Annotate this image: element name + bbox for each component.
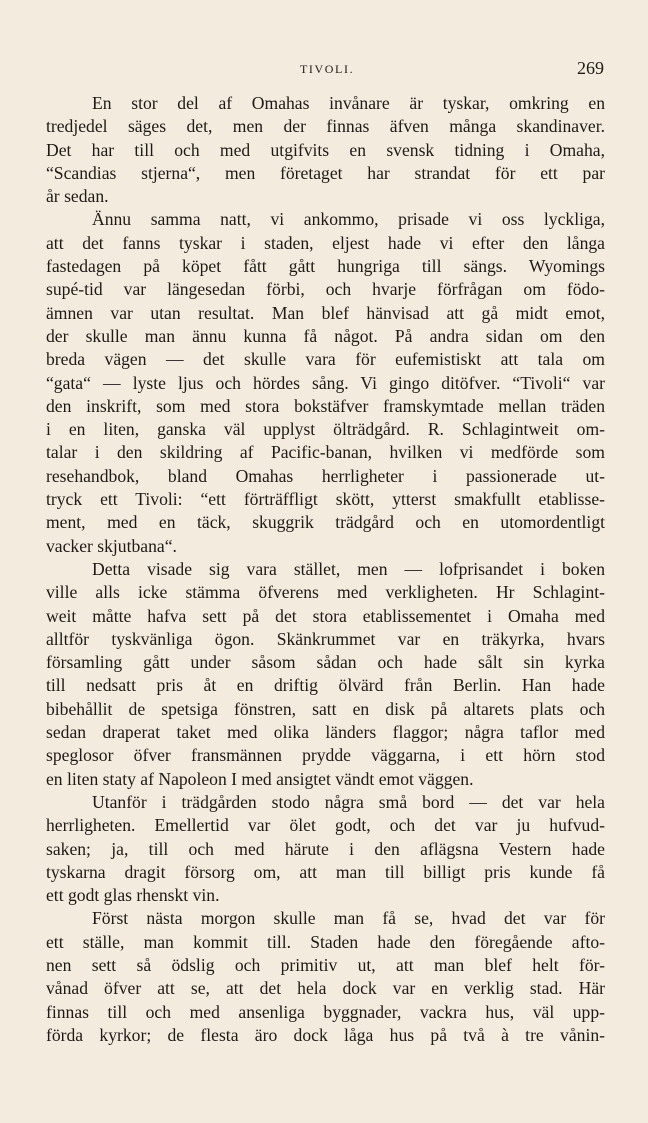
text-line: ett godt glas rhenskt vin. bbox=[46, 885, 220, 906]
text-line: En stor del af Omahas invånare är tyskar, omkring en bbox=[92, 93, 605, 113]
text-line: breda vägen — det skulle vara för eufemistiskt att tala om bbox=[46, 349, 605, 370]
text-line: nen sett så ödslig och primitiv ut, att man blef helt för- bbox=[46, 954, 605, 975]
text-line: en liten staty af Napoleon I med ansigtet vändt emot väggen. bbox=[46, 768, 474, 789]
text-line: ment, med en täck, skuggrik trädgård och en utomordentligt bbox=[46, 512, 605, 533]
text-line: tyskarna dragit försorg om, att man till billigt pris kunde få bbox=[46, 861, 605, 882]
text-line: till nedsatt pris åt en driftig ölvärd från Berlin. Han hade bbox=[46, 675, 605, 696]
text-line: “Scandias stjerna“, men företaget har strandat för ett par bbox=[46, 162, 605, 183]
running-head bbox=[48, 58, 604, 82]
text-line: Ännu samma natt, vi ankommo, prisade vi oss lyckliga, bbox=[92, 209, 605, 230]
text-line: tredjedel säges det, men der finnas äfven många skandinaver. bbox=[46, 116, 605, 137]
text-line: herrligheten. Emellertid var ölet godt, och det var ju hufvud- bbox=[46, 815, 605, 836]
text-line: förda kyrkor; de flesta äro dock låga hus på två à tre vånin- bbox=[46, 1024, 605, 1045]
text-line: ämnen var utan resultat. Man blef hänvisad att gå midt emot, bbox=[46, 302, 605, 323]
text-line: vånad öfver att se, att det hela dock var en verklig stad. Här bbox=[46, 978, 605, 999]
text-line: weit måtte hafva sett på det stora etablissementet i Omaha med bbox=[46, 605, 605, 626]
text-line: talar i den skildring af Pacific-banan, hvilken vi medförde som bbox=[46, 442, 605, 463]
text-line: fastedagen på köpet fått gått hungriga till sängs. Wyomings bbox=[46, 256, 605, 277]
text-line: Det har till och med utgifvits en svensk tidning i Omaha, bbox=[46, 139, 605, 160]
text-line: resehandbok, bland Omahas herrligheter i passionerade ut- bbox=[46, 465, 605, 486]
text-body bbox=[46, 92, 605, 1047]
text-line: finnas till och med ansenliga byggnader, vackra hus, väl upp- bbox=[46, 1001, 605, 1022]
text-line: den inskrift, som med stora bokstäfver framskymtade mellan träden bbox=[46, 395, 605, 416]
text-line: vacker skjutbana“. bbox=[46, 535, 177, 556]
text-line: der skulle man ännu kunna få något. På andra sidan om den bbox=[46, 325, 605, 346]
text-line: supé-tid var längesedan förbi, och hvarje förfrågan om födo- bbox=[46, 279, 605, 300]
text-line: alltför tyskvänliga ögon. Skänkrummet var en träkyrka, hvars bbox=[46, 628, 605, 649]
text-line: bibehållit de spetsiga fönstren, satt en disk på altarets plats och bbox=[46, 698, 605, 719]
text-line: tryck ett Tivoli: “ett förträffligt skött, ytterst smakfullt etablisse- bbox=[46, 489, 605, 510]
text-line: saken; ja, till och med härute i den aflägsna Vestern hade bbox=[46, 838, 605, 859]
text-line: församling gått under såsom sådan och hade sålt sin kyrka bbox=[46, 652, 605, 673]
text-line: sedan draperat taket med olika länders flaggor; några taflor med bbox=[46, 722, 605, 743]
page-number: 269 bbox=[577, 58, 604, 78]
text-line: ville alls icke stämma öfverens med verkligheten. Hr Schlagint- bbox=[46, 582, 605, 603]
text-line: ett ställe, man kommit till. Staden hade den föregående afto- bbox=[46, 931, 605, 952]
text-line: Först nästa morgon skulle man få se, hvad det var för bbox=[92, 908, 605, 929]
text-line: “gata“ — lyste ljus och hördes sång. Vi gingo ditöfver. “Tivoli“ var bbox=[46, 372, 605, 393]
text-line: att det fanns tyskar i staden, eljest hade vi efter den långa bbox=[46, 232, 605, 253]
text-line: speglosor öfver fransmännen prydde väggarna, i ett hörn stod bbox=[46, 745, 605, 766]
text-line: år sedan. bbox=[46, 186, 109, 207]
text-line: Detta visade sig vara stället, men — lofprisandet i boken bbox=[92, 558, 605, 579]
running-head-title: TIVOLI. bbox=[300, 62, 355, 76]
text-line: Utanför i trädgården stodo några små bord — det var hela bbox=[92, 791, 605, 812]
text-line: i en liten, ganska väl upplyst ölträdgård. R. Schlagintweit om- bbox=[46, 419, 605, 440]
